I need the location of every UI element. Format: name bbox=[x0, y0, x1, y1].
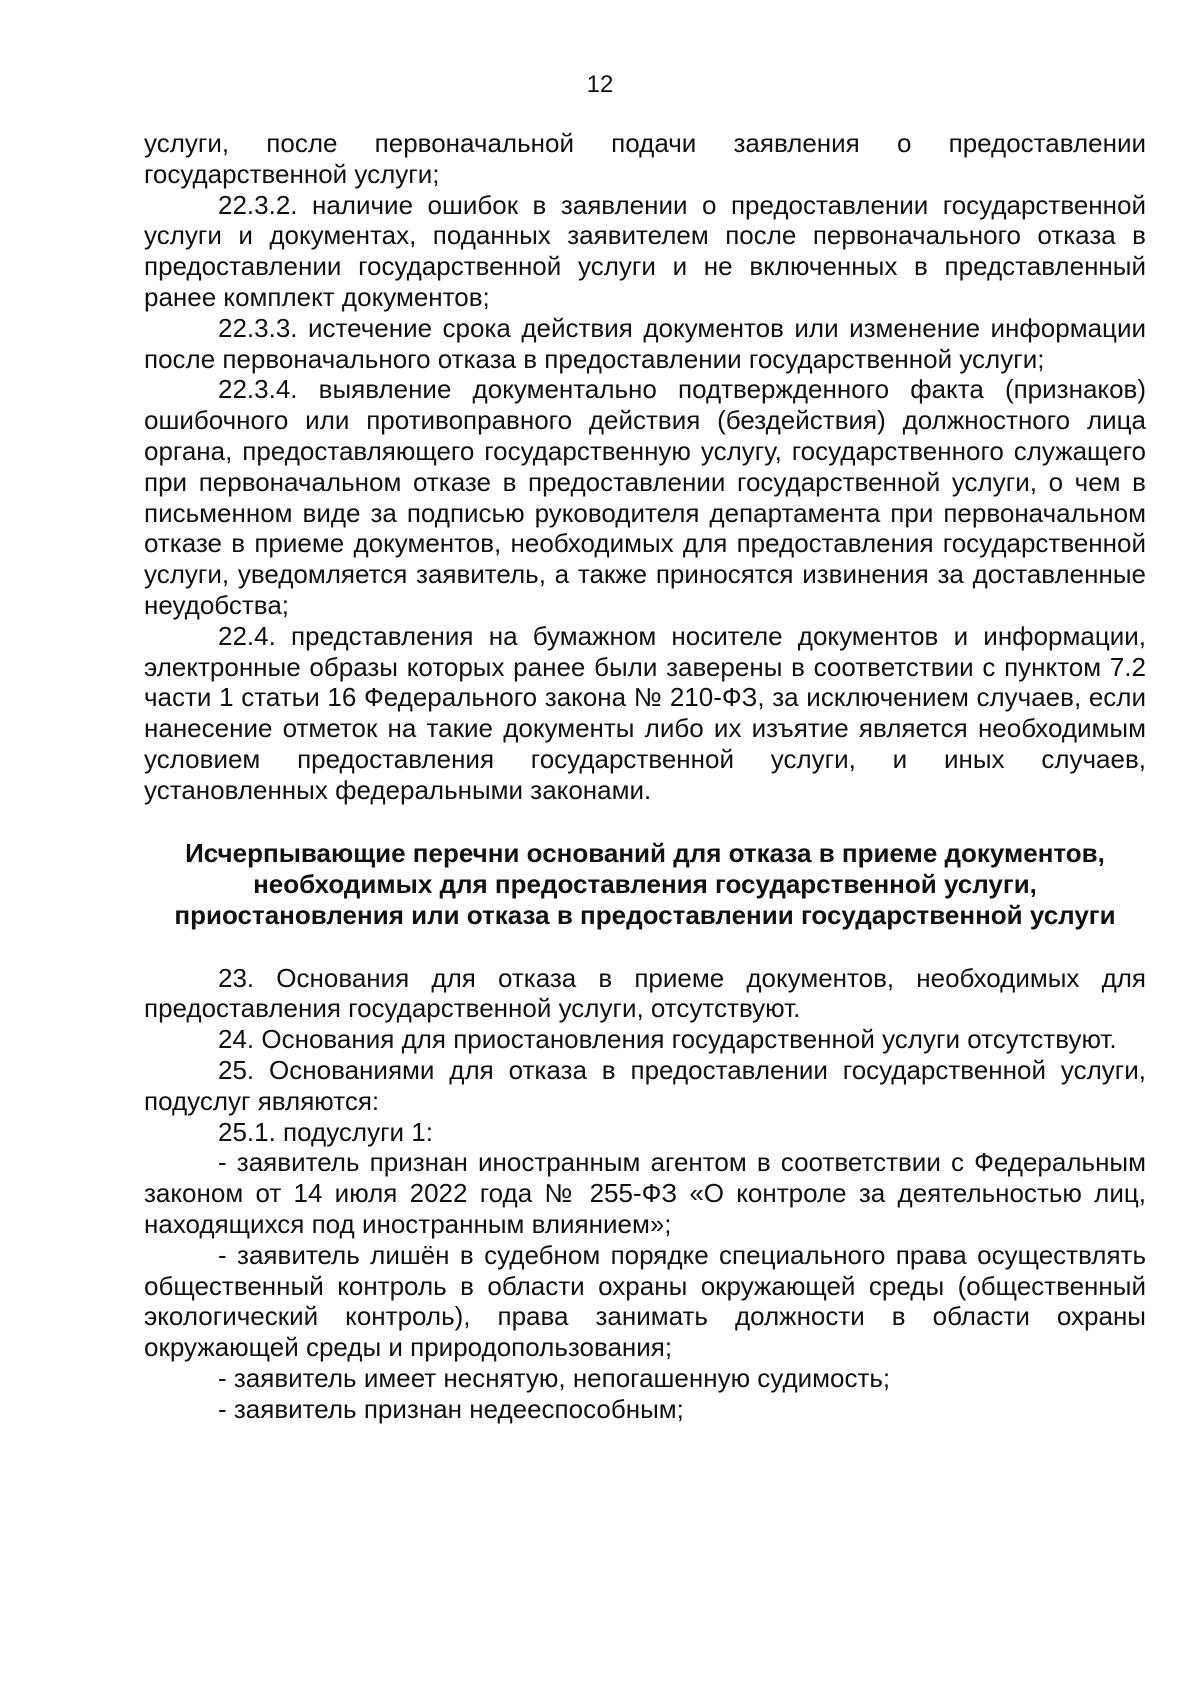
paragraph: 23. Основания для отказа в приеме документов, необходимых для предоставления государственной услуги, отсутствуют. bbox=[144, 962, 1146, 1024]
paragraph: услуги, после первоначальной подачи заявления о предоставлении государственной услуги; bbox=[144, 128, 1146, 189]
paragraph: 25.1. подуслуги 1: bbox=[218, 1116, 433, 1147]
list-item: - заявитель лишён в судебном порядке специального права осуществлять общественный контроль в области охраны окружающей среды (общественный экологический контроль), права занимать должности в области охраны окружающей среды и природопользования; bbox=[144, 1239, 1146, 1363]
paragraph: 22.4. представления на бумажном носителе документов и информации, электронные образы которых ранее были заверены в соответствии с пунктом 7.2 части 1 статьи 16 Федерального закона № 210-ФЗ, за исключением случаев, если нанесение отметок на такие документы либо их изъятие является необходимым условием предоставления государственной услуги, и иных случаев, установленных федеральными законами. bbox=[144, 620, 1146, 805]
paragraph: 22.3.2. наличие ошибок в заявлении о предоставлении государственной услуги и документах, поданных заявителем после первоначального отказа в предоставлении государственной услуги и не включенных в представленный ранее комплект документов; bbox=[144, 189, 1146, 312]
paragraph: 22.3.4. выявление документально подтвержденного факта (признаков) ошибочного или противоправного действия (бездействия) должностного лица органа, предоставляющего государственную услугу, государственного служащего при первоначальном отказе в предоставлении государственной услуги, о чем в письменном виде за подписью руководителя департамента при первоначальном отказе в приеме документов, необходимых для предоставления государственной услуги, уведомляется заявитель, а также приносятся извинения за доставленные неудобства; bbox=[144, 374, 1146, 620]
list-item: - заявитель признан недееспособным; bbox=[218, 1393, 684, 1424]
list-item: - заявитель имеет неснятую, непогашенную судимость; bbox=[218, 1362, 891, 1393]
list-item: - заявитель признан иностранным агентом в соответствии с Федеральным законом от 14 июля 2022 года № 255-ФЗ «О контроле за деятельностью лиц, находящихся под иностранным влиянием»; bbox=[144, 1147, 1146, 1239]
section-heading: Исчерпывающие перечни оснований для отказа в приеме документов, необходимых для предоставления государственной услуги, приостановления или отказа в предоставлении государственной услуги bbox=[174, 837, 1116, 930]
paragraph: 24. Основания для приостановления государственной услуги отсутствуют. bbox=[218, 1024, 1117, 1055]
document-body bbox=[144, 128, 1146, 1424]
paragraph: 25. Основаниями для отказа в предоставлении государственной услуги, подуслуг являются: bbox=[144, 1054, 1146, 1116]
page-number: 12 bbox=[586, 71, 614, 98]
paragraph: 22.3.3. истечение срока действия документов или изменение информации после первоначального отказа в предоставлении государственной услуги; bbox=[144, 312, 1146, 374]
